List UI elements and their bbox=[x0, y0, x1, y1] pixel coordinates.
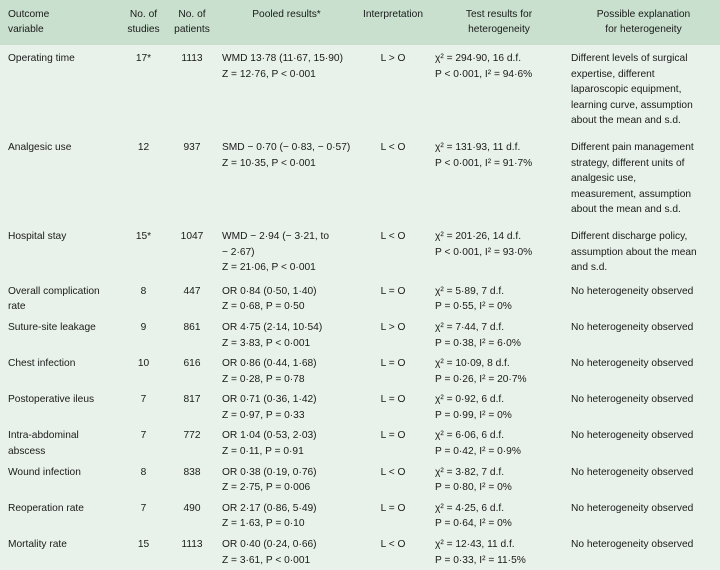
table-body bbox=[0, 45, 720, 570]
cell-outcome bbox=[0, 223, 121, 281]
cell-interpretation: L = O bbox=[380, 358, 406, 370]
cell-outcome bbox=[0, 498, 121, 534]
cell-heterogeneity-test-line: χ² = 6·06, 6 d.f. bbox=[435, 430, 505, 442]
cell-outcome-line: rate bbox=[8, 301, 26, 313]
cell-explanation-line: strategy, different units of bbox=[571, 157, 685, 169]
cell-interpretation: L < O bbox=[380, 230, 406, 242]
table-row bbox=[0, 425, 720, 461]
cell-pooled-results-line: Z = 12·76, P < 0·001 bbox=[222, 68, 316, 80]
table-row bbox=[0, 317, 720, 353]
cell-interpretation: L < O bbox=[380, 539, 406, 551]
cell-pooled-results bbox=[218, 462, 355, 498]
cell-outcome bbox=[0, 462, 121, 498]
cell-patients: 447 bbox=[183, 285, 201, 297]
cell-outcome bbox=[0, 425, 121, 461]
cell-pooled-results-line: WMD 13·78 (11·67, 15·90) bbox=[222, 53, 343, 64]
cell-explanation-line: learning curve, assumption bbox=[571, 99, 693, 111]
cell-explanation bbox=[567, 498, 720, 534]
header-test: Test results for heterogeneity bbox=[465, 9, 533, 35]
cell-explanation bbox=[567, 45, 720, 134]
cell-studies: 9 bbox=[140, 321, 147, 333]
cell-explanation bbox=[567, 281, 720, 317]
cell-studies: 15* bbox=[135, 230, 152, 242]
cell-heterogeneity-test-line: P < 0·001, I² = 91·7% bbox=[435, 157, 533, 169]
cell-pooled-results bbox=[218, 389, 355, 425]
cell-patients: 937 bbox=[183, 141, 201, 153]
cell-outcome-line: Overall complication bbox=[8, 285, 100, 297]
cell-heterogeneity-test-line: χ² = 3·82, 7 d.f. bbox=[435, 466, 505, 478]
cell-explanation-line: analgesic use, bbox=[571, 173, 637, 185]
cell-heterogeneity-test-line: P = 0·80, I² = 0% bbox=[435, 482, 512, 494]
cell-outcome bbox=[0, 134, 121, 223]
cell-patients: 817 bbox=[183, 394, 201, 406]
header-explanation: Possible explanation for heterogeneity bbox=[596, 9, 691, 35]
cell-explanation-line: No heterogeneity observed bbox=[571, 502, 694, 514]
table-row bbox=[0, 45, 720, 134]
cell-explanation bbox=[567, 134, 720, 223]
cell-outcome bbox=[0, 281, 121, 317]
cell-heterogeneity-test bbox=[431, 317, 567, 353]
cell-studies: 7 bbox=[140, 394, 147, 406]
cell-pooled-results-line: Z = 21·06, P < 0·001 bbox=[222, 262, 316, 274]
cell-heterogeneity-test-line: χ² = 5·89, 7 d.f. bbox=[435, 285, 505, 297]
cell-outcome-line: Chest infection bbox=[8, 358, 76, 370]
cell-patients: 1113 bbox=[181, 53, 203, 64]
cell-outcome-line: Hospital stay bbox=[8, 230, 67, 242]
table-row bbox=[0, 353, 720, 389]
cell-explanation-line: Different discharge policy, bbox=[571, 230, 688, 242]
cell-pooled-results-line: OR 4·75 (2·14, 10·54) bbox=[222, 321, 323, 333]
cell-heterogeneity-test bbox=[431, 389, 567, 425]
cell-pooled-results-line: Z = 3·83, P < 0·001 bbox=[222, 337, 311, 349]
cell-outcome bbox=[0, 317, 121, 353]
cell-heterogeneity-test-line: χ² = 294·90, 16 d.f. bbox=[435, 53, 522, 64]
cell-patients: 1047 bbox=[180, 230, 204, 242]
cell-outcome-line: Analgesic use bbox=[8, 141, 72, 153]
cell-explanation bbox=[567, 462, 720, 498]
cell-heterogeneity-test-line: P = 0·64, I² = 0% bbox=[435, 518, 512, 530]
cell-heterogeneity-test bbox=[431, 462, 567, 498]
cell-outcome-line: abscess bbox=[8, 446, 46, 458]
cell-studies: 7 bbox=[140, 430, 147, 442]
cell-interpretation: L > O bbox=[380, 321, 406, 333]
cell-pooled-results bbox=[218, 134, 355, 223]
cell-interpretation: L = O bbox=[380, 502, 406, 514]
cell-studies: 10 bbox=[137, 358, 150, 370]
cell-explanation-line: No heterogeneity observed bbox=[571, 358, 694, 370]
cell-heterogeneity-test-line: χ² = 12·43, 11 d.f. bbox=[435, 539, 515, 551]
cell-pooled-results-line: OR 0·38 (0·19, 0·76) bbox=[222, 466, 317, 478]
header-studies: No. of studies bbox=[127, 9, 160, 35]
cell-explanation-line: No heterogeneity observed bbox=[571, 285, 694, 297]
cell-explanation-line: No heterogeneity observed bbox=[571, 394, 694, 406]
cell-interpretation: L < O bbox=[380, 141, 406, 153]
table-row bbox=[0, 134, 720, 223]
cell-outcome-line: Operating time bbox=[8, 53, 75, 64]
cell-outcome bbox=[0, 389, 121, 425]
cell-pooled-results bbox=[218, 353, 355, 389]
cell-pooled-results bbox=[218, 425, 355, 461]
cell-pooled-results bbox=[218, 534, 355, 570]
header-pooled: Pooled results* bbox=[252, 9, 321, 20]
cell-explanation-line: Different levels of surgical bbox=[571, 53, 688, 64]
cell-explanation bbox=[567, 389, 720, 425]
cell-heterogeneity-test-line: χ² = 0·92, 6 d.f. bbox=[435, 394, 505, 406]
cell-heterogeneity-test bbox=[431, 223, 567, 281]
cell-interpretation: L < O bbox=[380, 466, 406, 478]
cell-pooled-results-line: OR 0·86 (0·44, 1·68) bbox=[222, 358, 317, 370]
cell-heterogeneity-test-line: P = 0·26, I² = 20·7% bbox=[435, 373, 527, 385]
cell-heterogeneity-test-line: χ² = 10·09, 8 d.f. bbox=[435, 358, 510, 370]
cell-heterogeneity-test-line: P = 0·33, I² = 11·5% bbox=[435, 554, 526, 566]
header-outcome: Outcome variable bbox=[8, 9, 50, 35]
cell-explanation bbox=[567, 534, 720, 570]
cell-pooled-results-line: Z = 1·63, P = 0·10 bbox=[222, 518, 305, 530]
cell-explanation-line: and s.d. bbox=[571, 262, 608, 274]
cell-interpretation: L = O bbox=[380, 430, 406, 442]
cell-outcome-line: Wound infection bbox=[8, 466, 81, 478]
cell-outcome-line: Postoperative ileus bbox=[8, 394, 95, 406]
cell-heterogeneity-test-line: χ² = 4·25, 6 d.f. bbox=[435, 502, 505, 514]
cell-pooled-results-line: SMD − 0·70 (− 0·83, − 0·57) bbox=[222, 141, 351, 153]
cell-explanation bbox=[567, 353, 720, 389]
cell-explanation-line: Different pain management bbox=[571, 141, 694, 153]
table-row bbox=[0, 281, 720, 317]
cell-heterogeneity-test-line: P = 0·42, I² = 0·9% bbox=[435, 446, 521, 458]
table-row bbox=[0, 534, 720, 570]
cell-outcome-line: Suture-site leakage bbox=[8, 321, 96, 333]
cell-explanation-line: No heterogeneity observed bbox=[571, 430, 694, 442]
cell-pooled-results-line: OR 1·04 (0·53, 2·03) bbox=[222, 430, 317, 442]
cell-outcome-line: Reoperation rate bbox=[8, 502, 84, 514]
cell-heterogeneity-test bbox=[431, 281, 567, 317]
cell-interpretation: L > O bbox=[380, 53, 406, 64]
cell-studies: 12 bbox=[137, 141, 150, 153]
cell-interpretation: L = O bbox=[380, 394, 406, 406]
cell-heterogeneity-test bbox=[431, 534, 567, 570]
cell-studies: 8 bbox=[140, 285, 147, 297]
cell-heterogeneity-test-line: χ² = 131·93, 11 d.f. bbox=[435, 141, 521, 153]
cell-pooled-results bbox=[218, 281, 355, 317]
cell-heterogeneity-test bbox=[431, 425, 567, 461]
cell-heterogeneity-test bbox=[431, 353, 567, 389]
cell-pooled-results bbox=[218, 498, 355, 534]
table-row bbox=[0, 462, 720, 498]
cell-explanation-line: No heterogeneity observed bbox=[571, 321, 694, 333]
cell-explanation-line: assumption about the mean bbox=[571, 246, 697, 258]
cell-explanation-line: about the mean and s.d. bbox=[571, 115, 681, 127]
cell-studies: 7 bbox=[140, 502, 147, 514]
cell-pooled-results-line: Z = 0·28, P = 0·78 bbox=[222, 373, 305, 385]
cell-explanation bbox=[567, 223, 720, 281]
cell-studies: 8 bbox=[140, 466, 147, 478]
cell-pooled-results-line: Z = 10·35, P < 0·001 bbox=[222, 157, 316, 169]
cell-pooled-results bbox=[218, 45, 355, 134]
cell-explanation-line: about the mean and s.d. bbox=[571, 204, 681, 216]
cell-heterogeneity-test-line: P < 0·001, I² = 94·6% bbox=[435, 68, 533, 80]
cell-outcome-line: Intra-abdominal bbox=[8, 430, 79, 442]
cell-pooled-results-line: Z = 3·61, P < 0·001 bbox=[222, 554, 311, 566]
cell-heterogeneity-test-line: P = 0·38, I² = 6·0% bbox=[435, 337, 521, 349]
cell-pooled-results-line: OR 2·17 (0·86, 5·49) bbox=[222, 502, 317, 514]
cell-pooled-results bbox=[218, 317, 355, 353]
cell-heterogeneity-test-line: P = 0·55, I² = 0% bbox=[435, 301, 512, 313]
cell-heterogeneity-test-line: χ² = 7·44, 7 d.f. bbox=[435, 321, 505, 333]
cell-pooled-results bbox=[218, 223, 355, 281]
cell-patients: 490 bbox=[183, 502, 201, 514]
cell-pooled-results-line: Z = 2·75, P = 0·006 bbox=[222, 482, 311, 494]
cell-patients: 861 bbox=[183, 321, 201, 333]
cell-pooled-results-line: − 2·67) bbox=[222, 246, 255, 258]
table-row bbox=[0, 389, 720, 425]
cell-patients: 616 bbox=[183, 358, 201, 370]
cell-pooled-results-line: WMD − 2·94 (− 3·21, to bbox=[222, 230, 330, 242]
cell-explanation bbox=[567, 317, 720, 353]
table-row bbox=[0, 498, 720, 534]
cell-pooled-results-line: OR 0·84 (0·50, 1·40) bbox=[222, 285, 317, 297]
cell-explanation-line: expertise, different bbox=[571, 68, 655, 80]
table-header bbox=[0, 0, 720, 45]
cell-heterogeneity-test bbox=[431, 134, 567, 223]
cell-heterogeneity-test bbox=[431, 45, 567, 134]
table-row bbox=[0, 223, 720, 281]
cell-outcome bbox=[0, 534, 121, 570]
cell-explanation-line: No heterogeneity observed bbox=[571, 539, 694, 551]
cell-patients: 772 bbox=[183, 430, 201, 442]
cell-heterogeneity-test-line: P = 0·99, I² = 0% bbox=[435, 409, 512, 421]
cell-interpretation: L = O bbox=[380, 285, 406, 297]
cell-studies: 15 bbox=[137, 539, 150, 551]
header-interpretation: Interpretation bbox=[362, 9, 424, 20]
cell-pooled-results-line: OR 0·40 (0·24, 0·66) bbox=[222, 539, 317, 551]
cell-pooled-results-line: OR 0·71 (0·36, 1·42) bbox=[222, 394, 317, 406]
cell-heterogeneity-test-line: χ² = 201·26, 14 d.f. bbox=[435, 230, 522, 242]
cell-pooled-results-line: Z = 0·97, P = 0·33 bbox=[222, 409, 305, 421]
cell-explanation-line: No heterogeneity observed bbox=[571, 466, 694, 478]
cell-patients: 1113 bbox=[181, 539, 203, 551]
cell-heterogeneity-test bbox=[431, 498, 567, 534]
header-patients: No. of patients bbox=[174, 9, 210, 35]
cell-explanation-line: laparoscopic equipment, bbox=[571, 84, 682, 96]
cell-outcome-line: Mortality rate bbox=[8, 539, 67, 551]
cell-studies: 17* bbox=[135, 53, 152, 64]
cell-heterogeneity-test-line: P < 0·001, I² = 93·0% bbox=[435, 246, 533, 258]
cell-outcome bbox=[0, 353, 121, 389]
cell-outcome bbox=[0, 45, 121, 134]
cell-patients: 838 bbox=[183, 466, 201, 478]
cell-explanation bbox=[567, 425, 720, 461]
cell-pooled-results-line: Z = 0·68, P = 0·50 bbox=[222, 301, 305, 313]
cell-explanation-line: measurement, assumption bbox=[571, 188, 692, 200]
cell-pooled-results-line: Z = 0·11, P = 0·91 bbox=[222, 446, 304, 458]
